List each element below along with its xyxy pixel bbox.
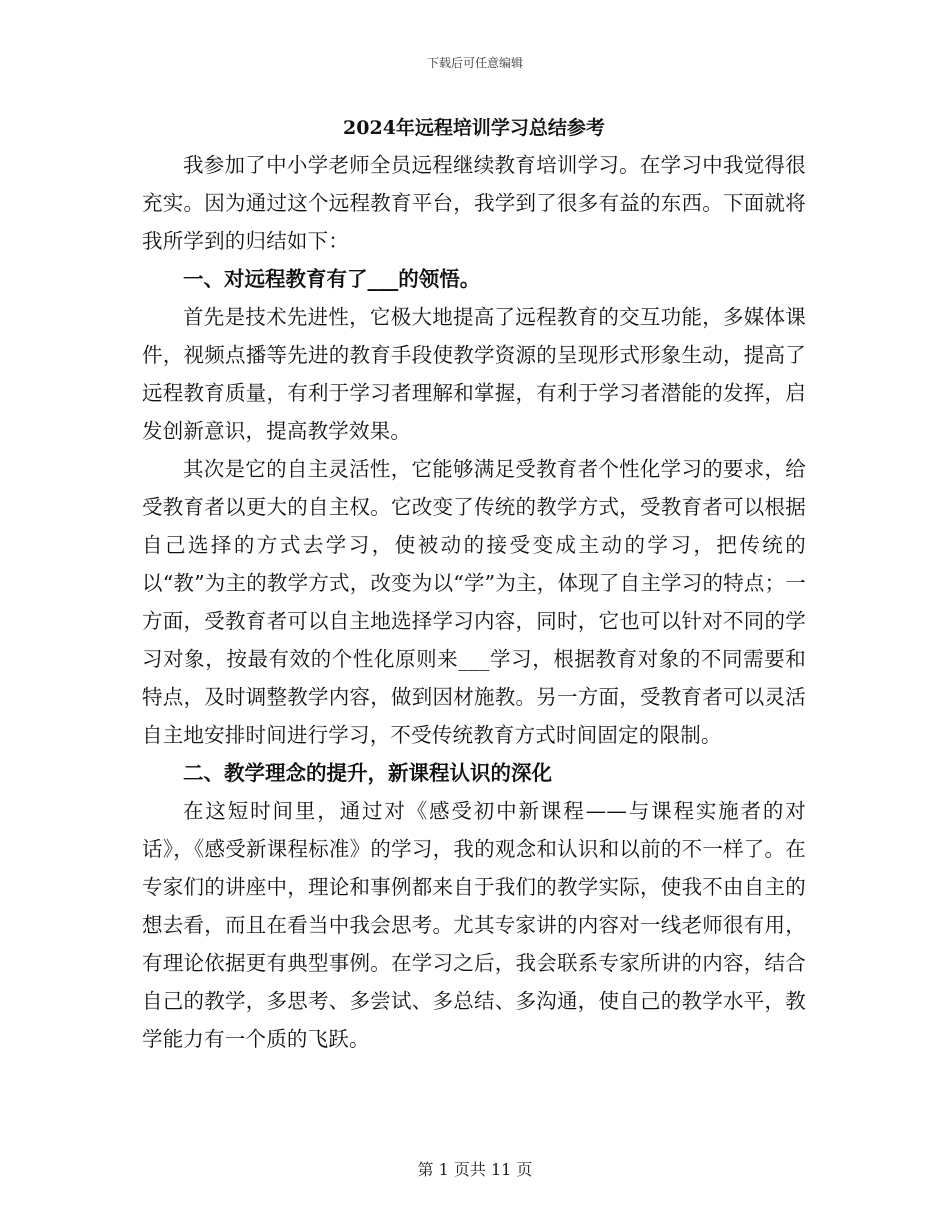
document-body	[142, 110, 806, 1058]
section-heading-1: 一、对远程教育有了___的领悟。	[183, 267, 481, 291]
document-title: 2024年远程培训学习总结参考	[343, 117, 605, 139]
header-note: 下载后可任意编辑	[426, 56, 523, 70]
paragraph-technology: 首先是技术先进性，它极大地提高了远程教育的交互功能，多媒体课件，视频点播等先进的教育手段使教学资源的呈现形式形象生动，提高了远程教育质量，有利于学习者理解和掌握，有利于学习者潜能的发挥，启发创新意识，提高教学效果。	[142, 305, 806, 443]
paragraph-new-curriculum: 在这短时间里，通过对《感受初中新课程——与课程实施者的对话》，《感受新课程标准》的学习，我的观念和认识和以前的不一样了。在专家们的讲座中，理论和事例都来自于我们的教学实际，使我不由自主的想去看，而且在看当中我会思考。尤其专家讲的内容对一线老师很有用，有理论依据更有典型事例。在学习之后，我会联系专家所讲的内容，结合自己的教学，多思考、多尝试、多总结、多沟通，使自己的教学水平，教学能力有一个质的飞跃。	[142, 799, 806, 1051]
page-footer: 第 1 页共 11 页	[417, 1160, 533, 1179]
paragraph-flexibility: 其次是它的自主灵活性，它能够满足受教育者个性化学习的要求，给受教育者以更大的自主权。它改变了传统的教学方式，受教育者可以根据自己选择的方式去学习，使被动的接受变成主动的学习，把传统的以“教”为主的教学方式，改变为以“学”为主，体现了自主学习的特点；一方面，受教育者可以自主地选择学习内容，同时，它也可以针对不同的学习对象，按最有效的个性化原则来___学习，根据教育对象的不同需要和特点，及时调整教学内容，做到因材施教。另一方面，受教育者可以灵活自主地安排时间进行学习，不受传统教育方式时间固定的限制。	[142, 457, 806, 747]
intro-paragraph: 我参加了中小学老师全员远程继续教育培训学习。在学习中我觉得很充实。因为通过这个远程教育平台，我学到了很多有益的东西。下面就将我所学到的归结如下：	[142, 153, 806, 253]
section-heading-2: 二、教学理念的提升，新课程认识的深化	[183, 761, 552, 785]
